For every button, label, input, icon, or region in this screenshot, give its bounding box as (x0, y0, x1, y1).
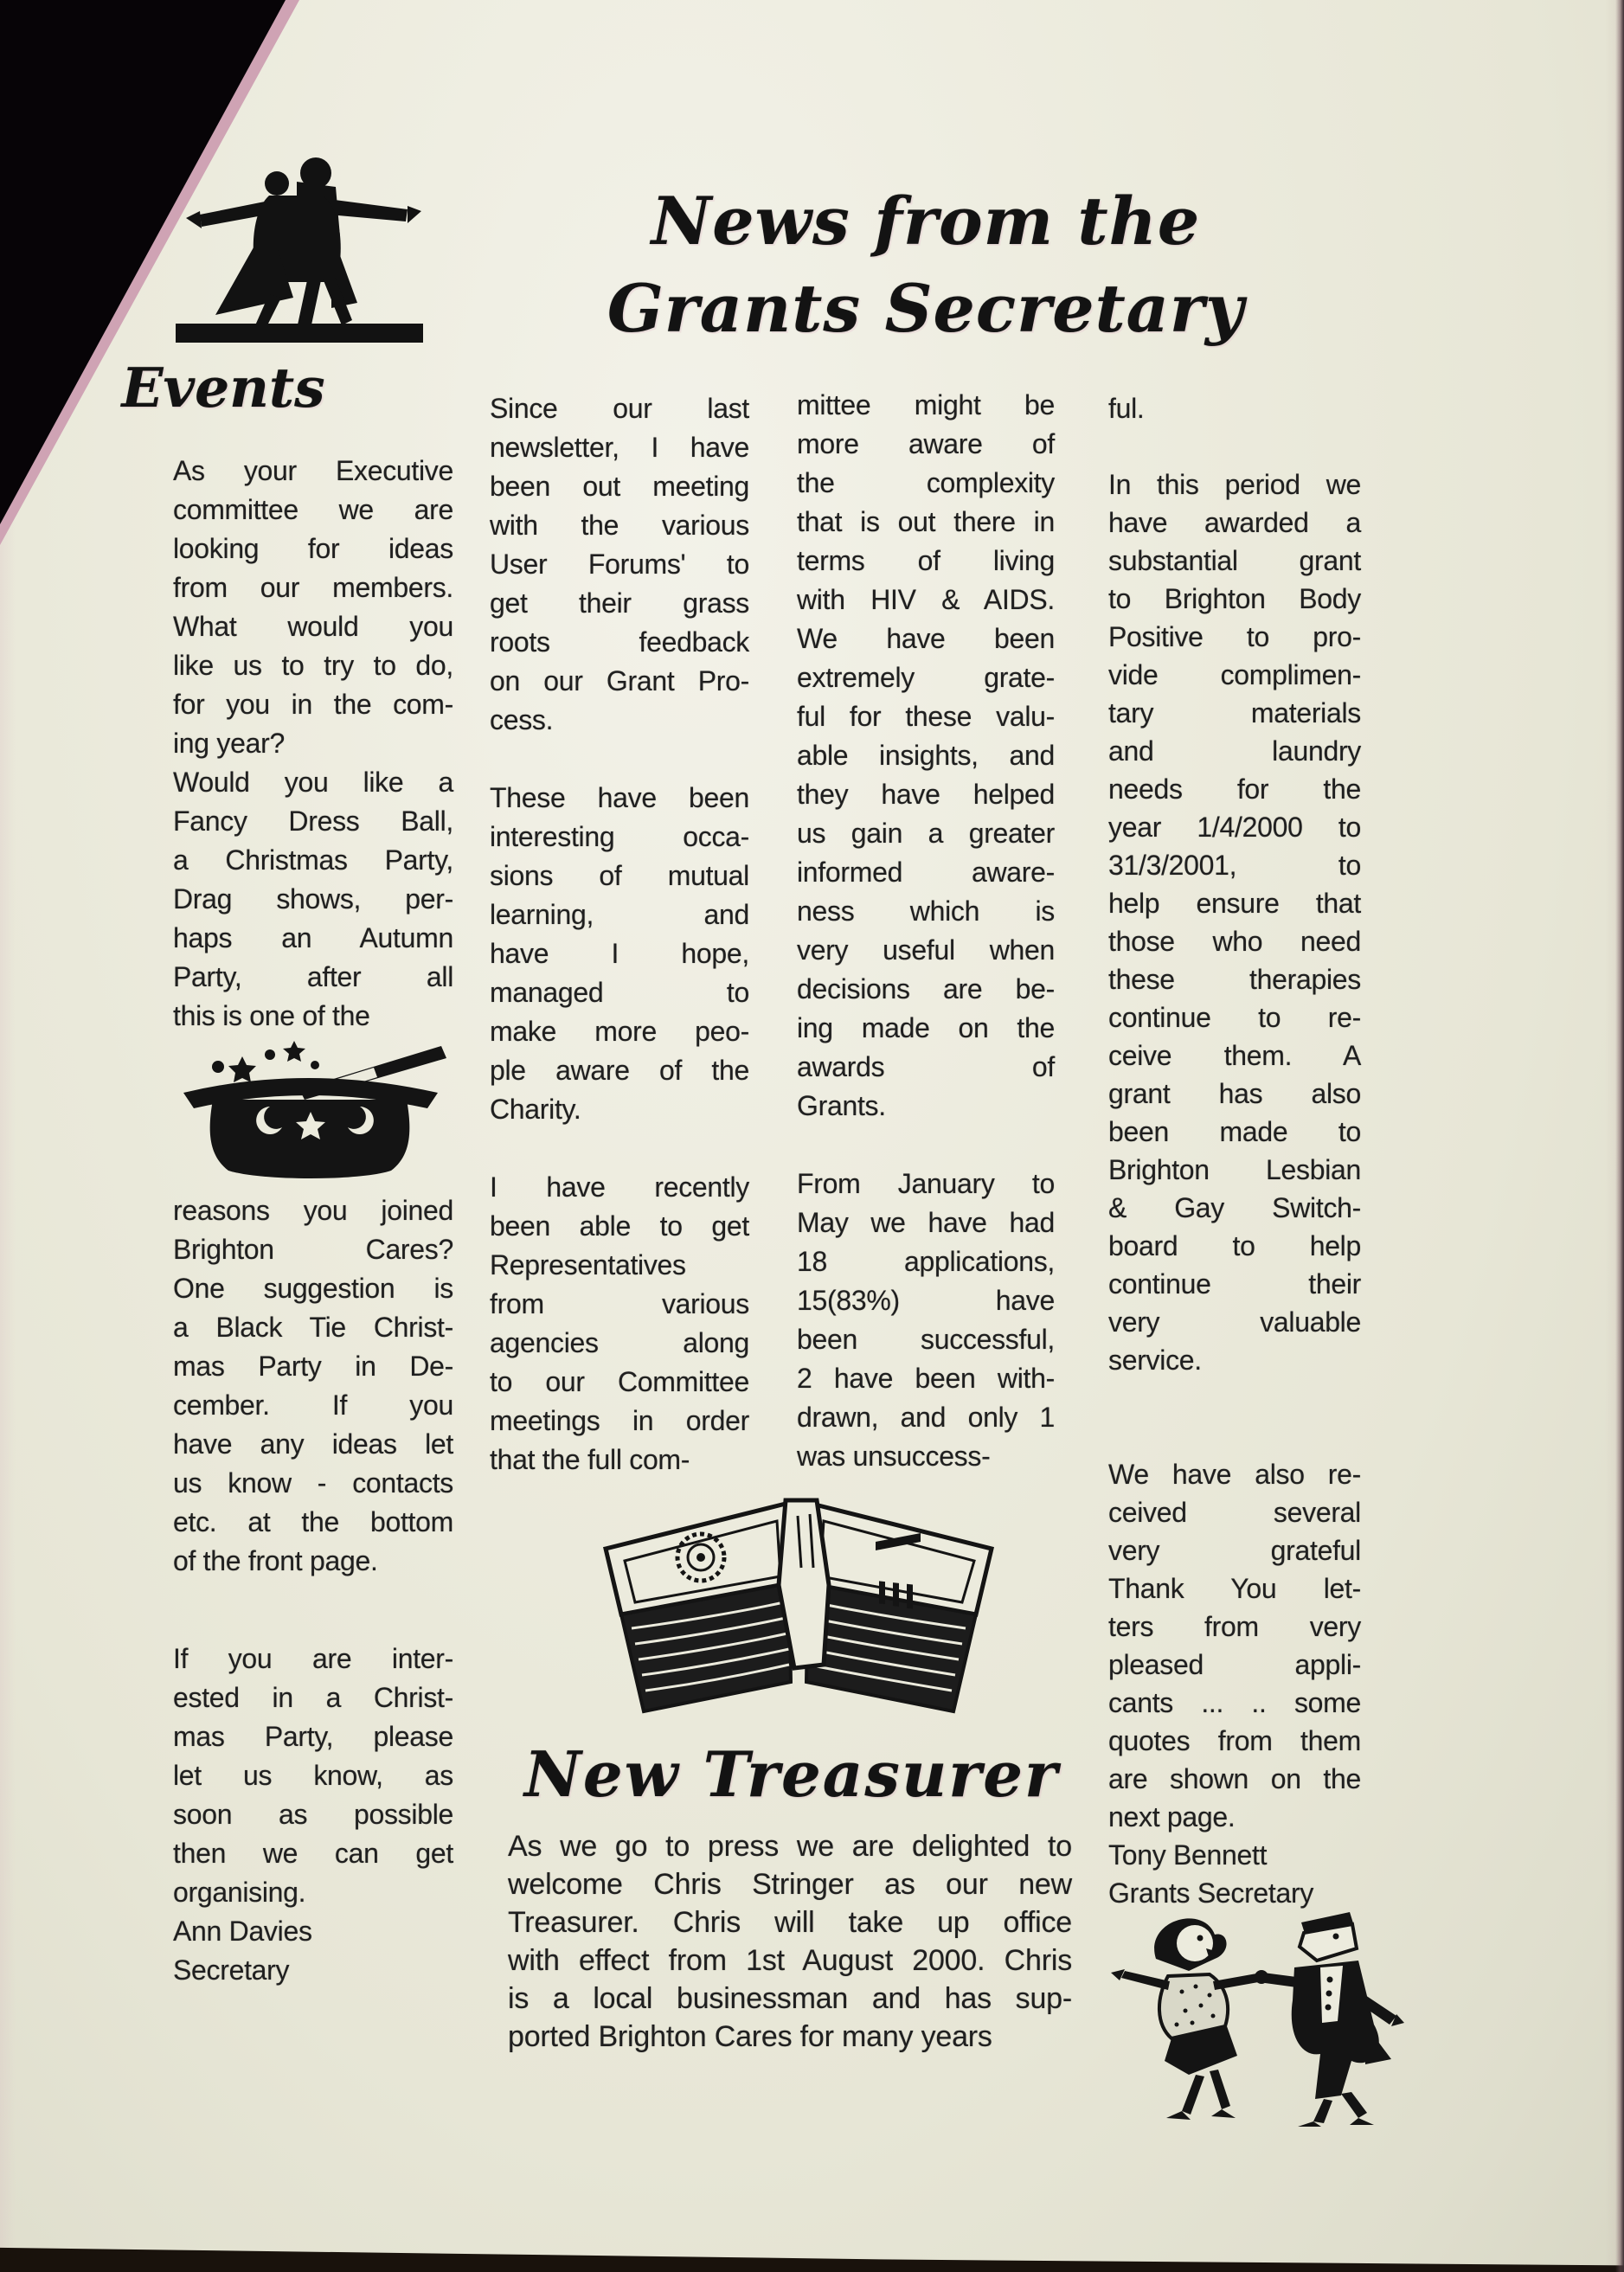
paragraph-gap (490, 1129, 749, 1168)
text-line: was unsuccess- (797, 1441, 991, 1472)
text-line: to Brighton Body (1108, 583, 1361, 614)
new-treasurer-heading: New Treasurer (524, 1737, 1059, 1811)
text-line: Positive to pro- (1108, 621, 1361, 652)
events-heading: Events (121, 356, 325, 420)
text-line: been made to (1108, 1116, 1361, 1147)
text-line: let us know, as (173, 1760, 453, 1791)
text-line: ing year? (173, 728, 285, 759)
text-line: continue their (1108, 1268, 1361, 1300)
scan-right-edge (1615, 0, 1624, 2272)
text-line: have I hope, (490, 938, 749, 969)
text-line: etc. at the bottom (173, 1506, 453, 1537)
scan-bottom-edge (0, 2239, 1624, 2272)
text-line: Charity. (490, 1094, 581, 1125)
text-line: Representatives (490, 1249, 686, 1280)
text-line: like us to try to do, (173, 650, 453, 681)
text-line: are shown on the (1108, 1763, 1361, 1794)
cartoon-dancing-couple-icon (1106, 1895, 1404, 2127)
text-line: from our members. (173, 572, 453, 603)
text-line: 2 have been with- (797, 1363, 1055, 1394)
text-line: May we have had (797, 1207, 1055, 1238)
text-line: These have been (490, 782, 749, 813)
text-line: year 1/4/2000 to (1108, 812, 1361, 843)
text-line: interesting occa- (490, 821, 749, 852)
text-line: 31/3/2001, to (1108, 850, 1361, 881)
text-line: more aware of (797, 428, 1055, 459)
text-line: they have helped (797, 779, 1055, 810)
text-line: the complexity (797, 467, 1055, 498)
text-line: From January to (797, 1168, 1055, 1199)
text-line: Thank You let- (1108, 1573, 1361, 1604)
text-line: very valuable (1108, 1306, 1361, 1338)
text-line: ful for these valu- (797, 701, 1055, 732)
text-line: mas Party in De- (173, 1351, 453, 1382)
text-line: to our Committee (490, 1366, 749, 1397)
text-line: grant has also (1108, 1078, 1361, 1109)
text-line: Would you like a (173, 767, 453, 798)
text-line: that is out there in (797, 506, 1055, 537)
grants-column-1-text (490, 389, 749, 1479)
text-line: Ann Davies (173, 1916, 312, 1947)
text-line: newsletter, I have (490, 432, 749, 463)
text-line: Fancy Dress Ball, (173, 805, 453, 837)
text-line: for you in the com- (173, 689, 453, 720)
text-line: then we can get (173, 1838, 453, 1869)
events-column-part2 (173, 1191, 453, 1581)
text-line: As your Executive (173, 455, 453, 486)
text-line: needs for the (1108, 773, 1361, 805)
text-line: us know - contacts (173, 1467, 453, 1499)
text-line: What would you (173, 611, 453, 642)
text-line: decisions are be- (797, 973, 1055, 1004)
text-line: on our Grant Pro- (490, 665, 749, 696)
paragraph-gap (173, 1581, 453, 1640)
banknote-stack-icon (571, 1481, 1030, 1736)
text-line: Grants. (797, 1090, 886, 1121)
text-line: quotes from them (1108, 1725, 1361, 1756)
text-line: a Black Tie Christ- (173, 1312, 453, 1343)
page-title (528, 177, 1324, 352)
text-line: ing made on the (797, 1012, 1055, 1043)
text-line: these therapies (1108, 964, 1361, 995)
text-line: mittee might be (797, 389, 1055, 420)
text-line: reasons you joined (173, 1195, 453, 1226)
text-line: this is one of the (173, 1000, 370, 1031)
text-line: Drag shows, per- (173, 883, 453, 915)
text-line: I have recently (490, 1171, 749, 1203)
page-title-line2: Grants Secretary (607, 270, 1245, 347)
text-line: If you are inter- (173, 1643, 453, 1674)
text-line: soon as possible (173, 1799, 453, 1830)
grants-column-2-text (797, 386, 1055, 1476)
text-line: from various (490, 1288, 749, 1319)
text-line: have awarded a (1108, 507, 1361, 538)
text-line: Party, after all (173, 961, 453, 992)
text-line: extremely grate- (797, 662, 1055, 693)
text-line: ness which is (797, 895, 1055, 927)
grants-column-3 (1108, 389, 1361, 1912)
text-line: terms of living (797, 545, 1055, 576)
text-line: board to help (1108, 1230, 1361, 1261)
text-line: tary materials (1108, 697, 1361, 728)
text-line: ceive them. A (1108, 1040, 1361, 1071)
grants-column-1 (490, 389, 749, 1479)
text-line: managed to (490, 977, 749, 1008)
text-line: been out meeting (490, 471, 749, 502)
text-line: with the various (490, 510, 749, 541)
text-line: continue to re- (1108, 1002, 1361, 1033)
paragraph-gap (1108, 427, 1361, 465)
text-line: of the front page. (173, 1545, 378, 1576)
text-line: Treasurer. Chris will take up office (508, 1906, 1072, 1939)
text-line: pleased appli- (1108, 1649, 1361, 1680)
magic-hat-wand-icon (173, 1036, 453, 1191)
text-line: been able to get (490, 1210, 749, 1242)
text-line: a Christmas Party, (173, 844, 453, 876)
ballroom-dancers-icon (167, 145, 437, 355)
text-line: haps an Autumn (173, 922, 453, 953)
text-line: have any ideas let (173, 1428, 453, 1460)
new-treasurer-text (508, 1827, 1072, 2056)
text-line: Secretary (173, 1954, 290, 1986)
text-line: make more peo- (490, 1016, 749, 1047)
text-line: One suggestion is (173, 1273, 453, 1304)
text-line: us gain a greater (797, 818, 1055, 849)
text-line: very useful when (797, 934, 1055, 966)
text-line: ported Brighton Cares for many years (508, 2020, 992, 2053)
text-line: cants ... .. some (1108, 1687, 1361, 1718)
text-line: committee we are (173, 494, 453, 525)
text-line: Tony Bennett (1108, 1839, 1268, 1871)
text-line: very grateful (1108, 1535, 1361, 1566)
text-line: awards of (797, 1051, 1055, 1082)
text-line: As we go to press we are delighted to (508, 1830, 1072, 1863)
text-line: service. (1108, 1345, 1202, 1376)
text-line: next page. (1108, 1801, 1236, 1832)
text-line: learning, and (490, 899, 749, 930)
text-line: & Gay Switch- (1108, 1192, 1361, 1223)
text-line: and laundry (1108, 735, 1361, 767)
text-line: organising. (173, 1877, 306, 1908)
text-line: substantial grant (1108, 545, 1361, 576)
text-line: meetings in order (490, 1405, 749, 1436)
text-line: Grants Secretary (1108, 1877, 1314, 1909)
text-line: sions of mutual (490, 860, 749, 891)
text-line: help ensure that (1108, 888, 1361, 919)
text-line: with effect from 1st August 2000. Chris (508, 1944, 1072, 1977)
text-line: roots feedback (490, 626, 749, 658)
text-line: In this period we (1108, 469, 1361, 500)
text-line: Since our last (490, 393, 749, 424)
text-line: ested in a Christ- (173, 1682, 453, 1713)
text-line: drawn, and only 1 (797, 1402, 1055, 1433)
text-line: ters from very (1108, 1611, 1361, 1642)
text-line: been successful, (797, 1324, 1055, 1355)
text-line: Brighton Lesbian (1108, 1154, 1361, 1185)
text-line: with HIV & AIDS. (797, 584, 1055, 615)
text-line: those who need (1108, 926, 1361, 957)
text-line: cember. If you (173, 1390, 453, 1421)
text-line: get their grass (490, 587, 749, 619)
text-line: cess. (490, 704, 554, 735)
text-line: We have been (797, 623, 1055, 654)
text-line: welcome Chris Stringer as our new (508, 1868, 1072, 1901)
text-line: ple aware of the (490, 1055, 749, 1086)
text-line: 15(83%) have (797, 1285, 1055, 1316)
text-line: able insights, and (797, 740, 1055, 771)
text-line: We have also re- (1108, 1459, 1361, 1490)
text-line: that the full com- (490, 1444, 690, 1475)
text-line: vide complimen- (1108, 659, 1361, 690)
text-line: agencies along (490, 1327, 749, 1358)
text-line: is a local businessman and has sup- (508, 1982, 1072, 2015)
text-line: ceived several (1108, 1497, 1361, 1528)
new-treasurer-paragraph (508, 1827, 1072, 2056)
events-column-part3 (173, 1640, 453, 1990)
text-line: Brighton Cares? (173, 1234, 453, 1265)
grants-column-3-text (1108, 389, 1361, 1912)
grants-column-2 (797, 386, 1055, 1476)
text-line: ful. (1108, 393, 1145, 424)
events-column-part1 (173, 452, 453, 1036)
text-line: informed aware- (797, 857, 1055, 888)
paragraph-gap (1108, 1417, 1361, 1455)
text-line: 18 applications, (797, 1246, 1055, 1277)
text-line: looking for ideas (173, 533, 453, 564)
paragraph-gap (797, 1126, 1055, 1165)
text-line: mas Party, please (173, 1721, 453, 1752)
text-line: User Forums' to (490, 549, 749, 580)
page-title-line1: News from the (651, 183, 1201, 260)
paragraph-gap (490, 740, 749, 779)
events-column (173, 452, 453, 1990)
paragraph-gap (1108, 1379, 1361, 1417)
